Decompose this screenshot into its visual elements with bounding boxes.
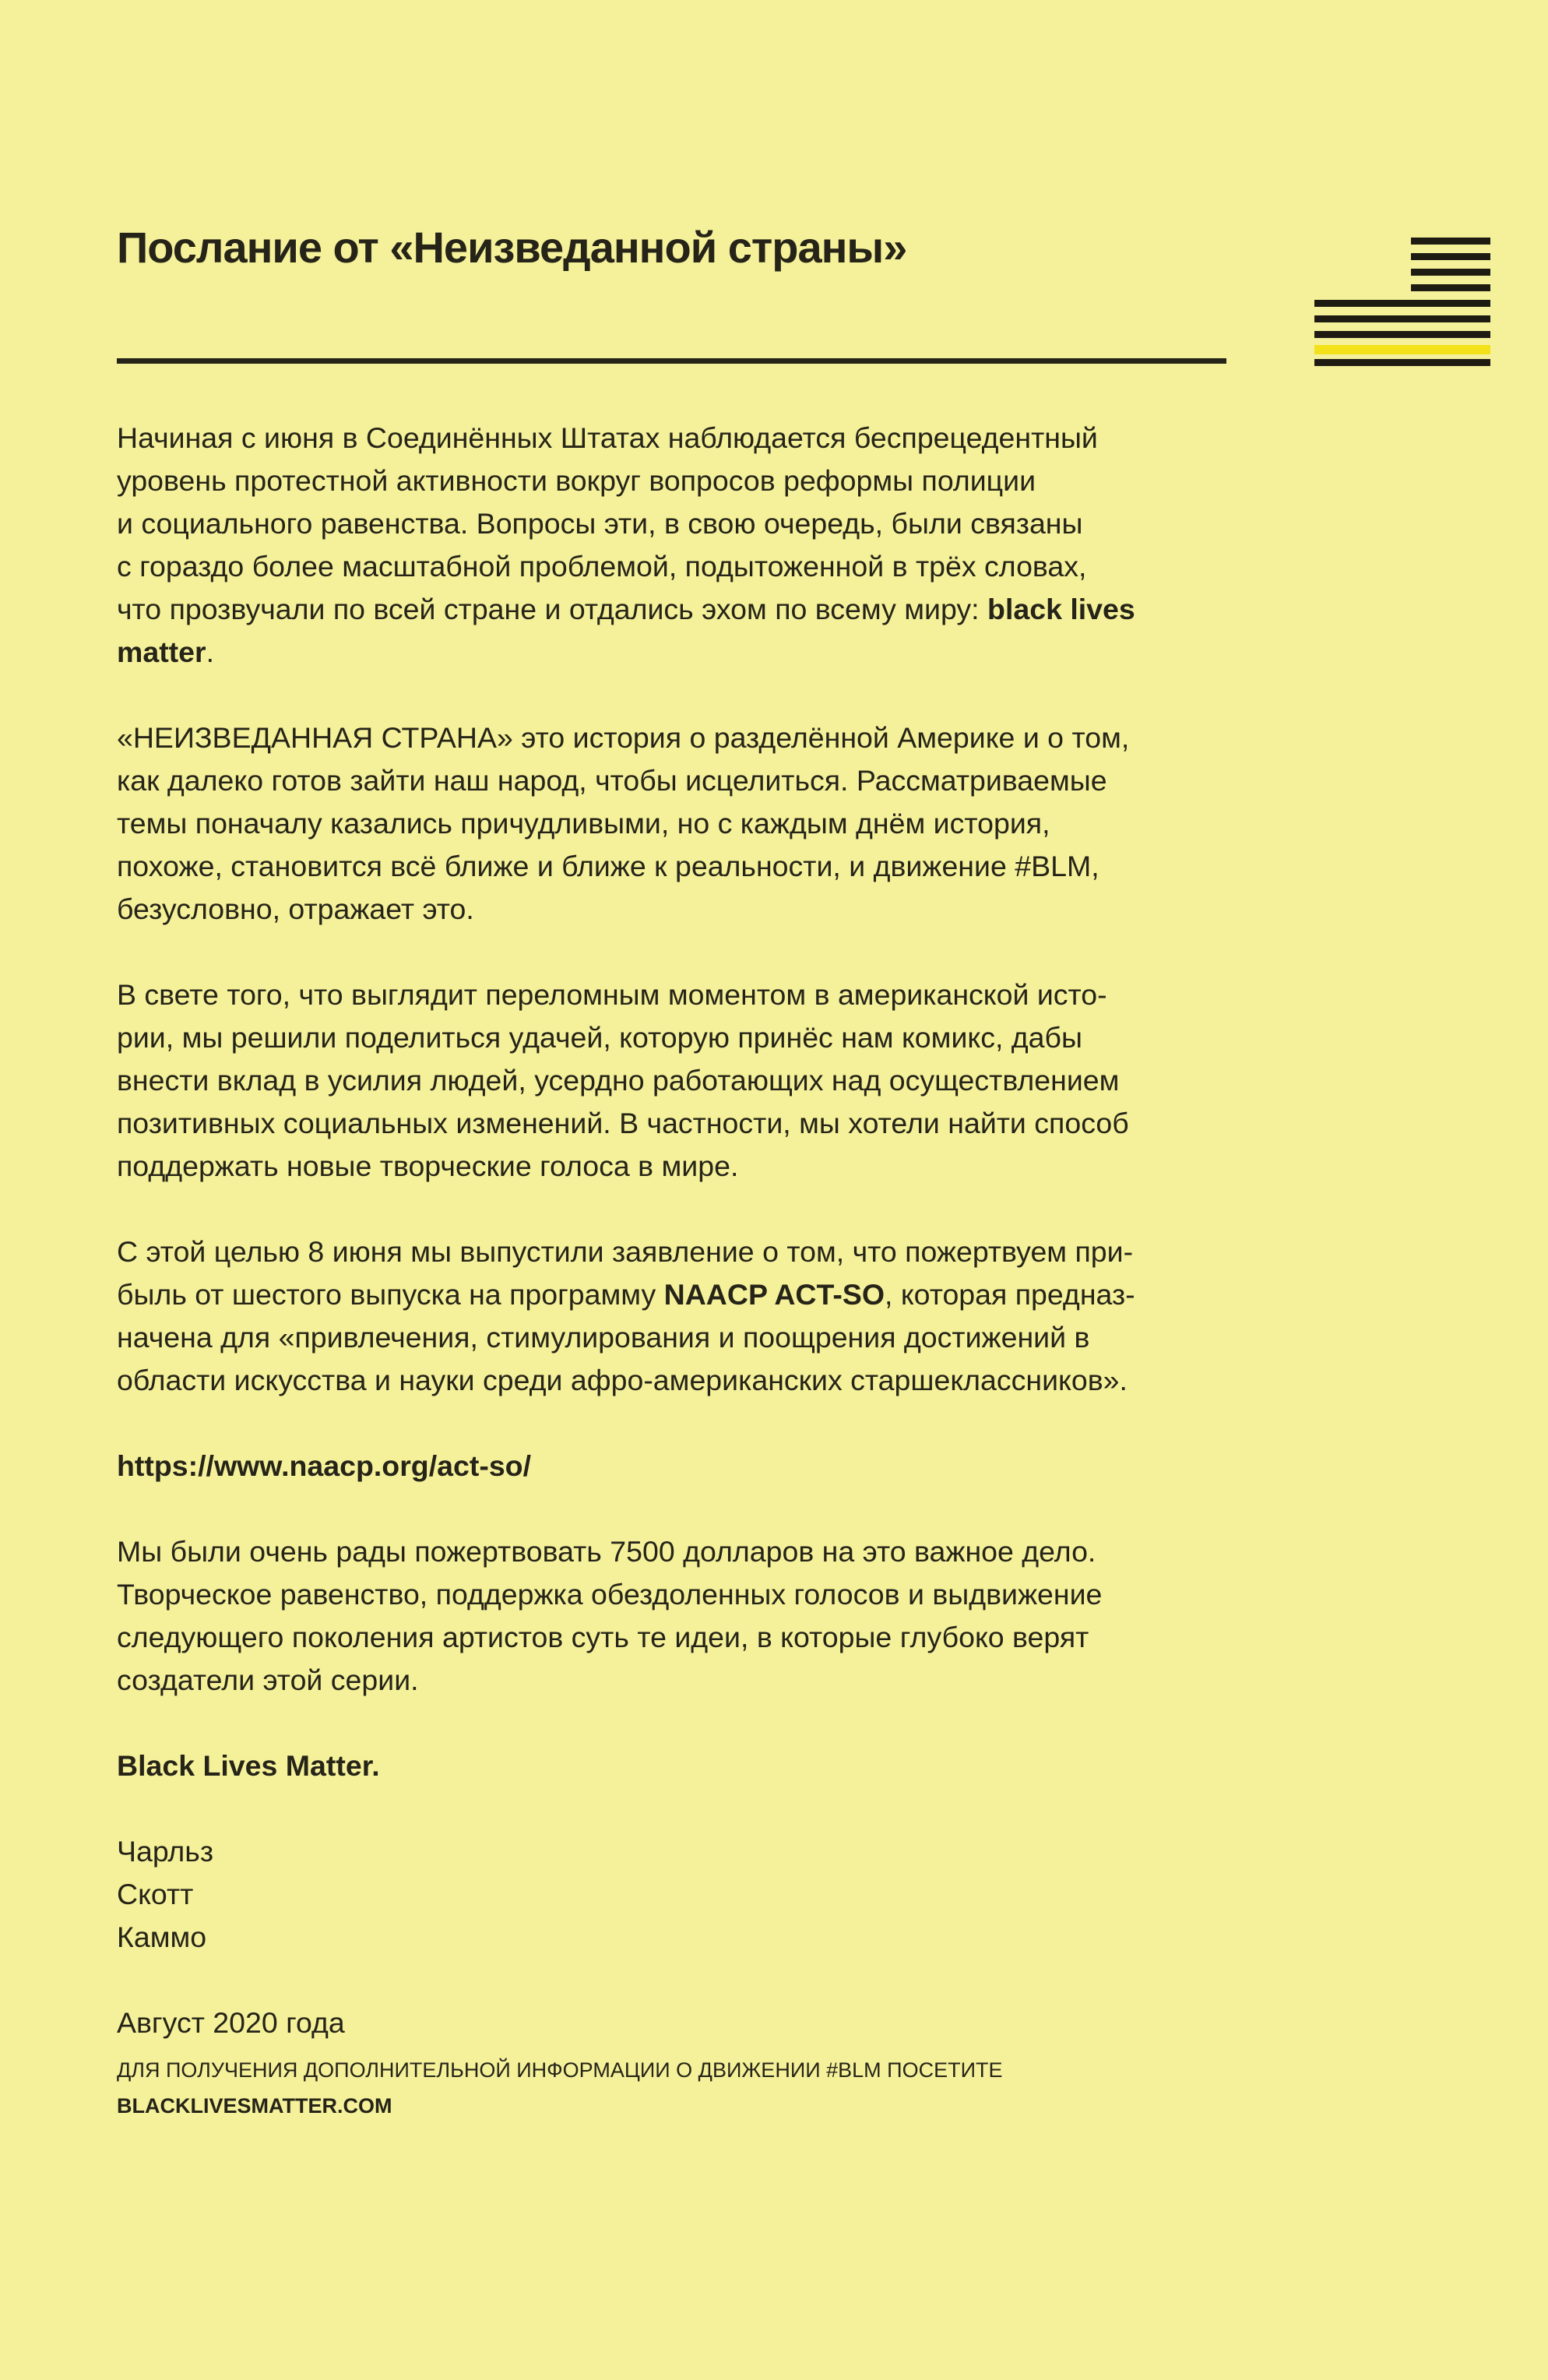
text-line: создатели этой серии.	[117, 1664, 419, 1696]
emblem-stripe	[1411, 284, 1490, 291]
text-line	[117, 588, 1238, 631]
text-line: С этой целью 8 июня мы выпустили заявление о том, что пожертвуем при-	[117, 1235, 1134, 1268]
paragraph-moment	[117, 973, 1238, 1188]
text-line: темы поначалу казались причудливыми, но с каждым днём история,	[117, 807, 1050, 840]
letter-date: Август 2020 года	[117, 2006, 345, 2039]
text-line: В свете того, что выглядит переломным моментом в американской исто-	[117, 978, 1107, 1011]
footer-note	[117, 2052, 1002, 2124]
text-line: области искусства и науки среди афро-американских старшеклассников».	[117, 1364, 1128, 1396]
text-segment: быль от шестого выпуска на программу	[117, 1278, 664, 1311]
text-line: позитивных социальных изменений. В частности, мы хотели найти способ	[117, 1107, 1129, 1139]
text-line: Начиная с июня в Соединённых Штатах наблюдается беспрецедентный	[117, 421, 1098, 454]
slogan: Black Lives Matter.	[117, 1749, 380, 1782]
title-divider	[117, 358, 1226, 364]
emblem-stripe	[1411, 253, 1490, 260]
footer-text: ДЛЯ ПОЛУЧЕНИЯ ДОПОЛНИТЕЛЬНОЙ ИНФОРМАЦИИ О ДВИЖЕНИИ #BLM ПОСЕТИТЕ	[117, 2058, 1003, 2082]
text-line: Мы были очень рады пожертвовать 7500 долларов на это важное дело.	[117, 1535, 1096, 1568]
paragraph-donation	[117, 1230, 1238, 1402]
text-line: внести вклад в усилия людей, усердно работающих над осуществлением	[117, 1064, 1120, 1097]
text-line: поддержать новые творческие голоса в мире.	[117, 1150, 739, 1182]
signature-name: Чарльз	[117, 1835, 214, 1868]
text-line: безусловно, отражает это.	[117, 892, 474, 925]
emblem-stripe	[1411, 238, 1490, 245]
text-line: следующего поколения артистов суть те идеи, в которые глубоко верят	[117, 1621, 1089, 1653]
text-segment: , которая предназ-	[885, 1278, 1135, 1311]
text-line: начена для «привлечения, стимулирования и поощрения достижений в	[117, 1321, 1090, 1354]
emblem-stripe	[1314, 315, 1490, 322]
signature-name: Каммо	[117, 1921, 207, 1953]
emblem-stripe-yellow	[1314, 345, 1490, 354]
slogan-paragraph	[117, 1745, 1238, 1787]
text-line: и социального равенства. Вопросы эти, в свою очередь, были связаны	[117, 507, 1083, 540]
text-line: как далеко готов зайти наш народ, чтобы исцелиться. Рассматриваемые	[117, 764, 1107, 797]
paragraph-equality	[117, 1530, 1238, 1702]
striped-flag-icon	[1314, 238, 1490, 366]
paragraph-intro	[117, 417, 1238, 674]
text-line	[117, 631, 1238, 674]
page-title: Послание от «Неизведанной страны»	[117, 223, 907, 272]
text-line: уровень протестной активности вокруг вопросов реформы полиции	[117, 464, 1036, 497]
emblem-stripe	[1314, 359, 1490, 366]
emphasis-text: black lives	[987, 593, 1135, 625]
footer-website-link[interactable]: BLACKLIVESMATTER.COM	[117, 2094, 392, 2118]
emblem-stripe	[1411, 269, 1490, 276]
link-paragraph	[117, 1445, 1238, 1488]
text-line: Творческое равенство, поддержка обездоленных голосов и выдвижение	[117, 1578, 1103, 1611]
text-segment: .	[206, 635, 215, 668]
paragraph-story	[117, 716, 1238, 931]
letter-body	[117, 417, 1238, 2087]
text-segment: что прозвучали по всей стране и отдались эхом по всему миру:	[117, 593, 988, 625]
text-line	[117, 1273, 1238, 1316]
text-line: «НЕИЗВЕДАННАЯ СТРАНА» это история о разделённой Америке и о том,	[117, 721, 1130, 754]
signature-name: Скотт	[117, 1878, 194, 1910]
signature	[117, 1830, 1238, 1959]
text-line: похоже, становится всё ближе и ближе к реальности, и движение #BLM,	[117, 850, 1099, 882]
emblem-stripe	[1314, 300, 1490, 307]
emphasis-text: NAACP ACT-SO	[663, 1278, 885, 1311]
emphasis-text: matter	[117, 635, 206, 668]
naacp-link[interactable]: https://www.naacp.org/act-so/	[117, 1449, 531, 1482]
emblem-stripe	[1314, 331, 1490, 338]
text-line: рии, мы решили поделиться удачей, которую принёс нам комикс, дабы	[117, 1021, 1082, 1054]
date-paragraph	[117, 2002, 1238, 2044]
text-line: с гораздо более масштабной проблемой, подытоженной в трёх словах,	[117, 550, 1087, 583]
